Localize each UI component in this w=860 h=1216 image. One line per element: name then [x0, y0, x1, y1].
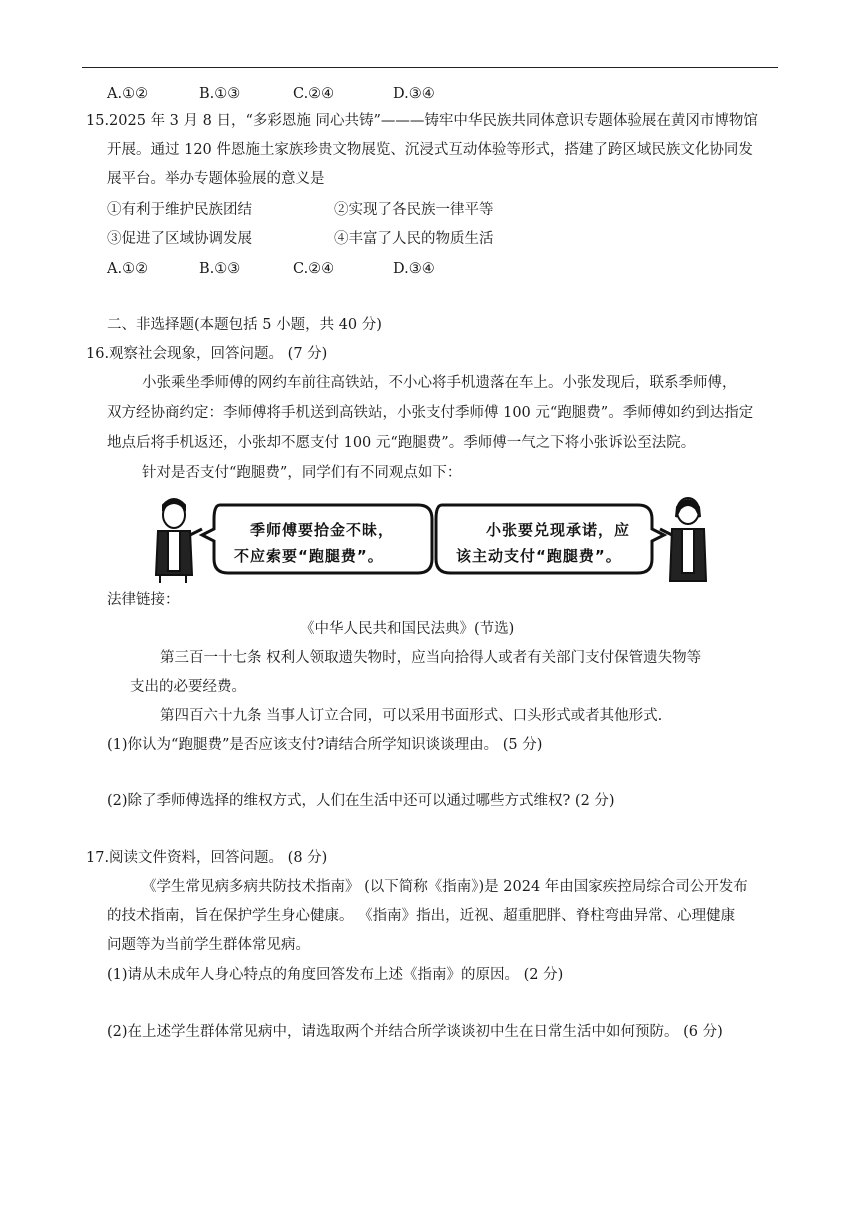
q14-option-b: B.①③ — [199, 86, 241, 102]
q14-options — [107, 84, 435, 104]
q16-title: 16.观察社会现象，回答问题。 (7 分) — [86, 346, 328, 362]
q17-subquestion-1: (1)请从未成年人身心特点的角度回答发布上述《指南》的原因。 (2 分) — [107, 967, 564, 983]
law-article-317-line1: 第三百一十七条 权利人领取遗失物时，应当向拾得人或者有关部门支付保管遗失物等 — [160, 650, 702, 666]
right-bubble-line1: 小张要兑现承诺，应 — [486, 521, 631, 539]
q15-line1: 15.2025 年 3 月 8 日，“多彩恩施 同心共铸”———铸牢中华民族共同体意识专题体验展在黄冈市博物馆 — [86, 113, 758, 129]
law-link-label: 法律链接： — [107, 592, 180, 608]
header-rule — [82, 67, 778, 68]
right-bubble-line2: 该主动支付“跑腿费”。 — [456, 547, 622, 565]
q16-subquestion-2: (2)除了季师傅选择的维权方式，人们在生活中还可以通过哪些方式维权? (2 分) — [107, 793, 615, 809]
q15-line2: 开展。通过 120 件恩施土家族珍贵文物展览、沉浸式互动体验等形式，搭建了跨区域民族文化协同发 — [107, 142, 753, 158]
law-article-317-line2: 支出的必要经费。 — [130, 679, 246, 695]
q14-option-d: D.③④ — [393, 86, 435, 102]
q15-option-d: D.③④ — [393, 261, 435, 277]
q17-para-line3: 问题等为当前学生群体常见病。 — [107, 937, 310, 953]
q15-line3: 展平台。举办专题体验展的意义是 — [107, 171, 325, 187]
q17-subquestion-2: (2)在上述学生群体常见病中，请选取两个并结合所学谈谈初中生在日常生活中如何预防。 (6 分) — [107, 1024, 723, 1040]
q16-para-line2: 双方经协商约定：李师傅将手机送到高铁站，小张支付季师傅 100 元“跑腿费”。季师傅如约到达指定 — [107, 405, 754, 421]
law-article-469: 第四百六十九条 当事人订立合同，可以采用书面形式、口头形式或者其他形式. — [160, 708, 663, 724]
right-student-figure — [660, 498, 706, 581]
q14-option-c: C.②④ — [293, 86, 335, 102]
law-title: 《中华人民共和国民法典》(节选) — [300, 621, 515, 637]
opinion-illustration — [150, 495, 710, 585]
q15-choice-1: ①有利于维护民族团结 — [107, 202, 252, 218]
q16-subquestion-1: (1)你认为“跑腿费”是否应该支付?请结合所学知识谈谈理由。 (5 分) — [107, 737, 543, 753]
q14-option-a: A.①② — [107, 86, 149, 102]
q16-para-line3: 地点后将手机返还，小张却不愿支付 100 元“跑腿费”。季师傅一气之下将小张诉讼至法院。 — [107, 435, 696, 451]
q16-para-line4: 针对是否支付“跑腿费”，同学们有不同观点如下： — [142, 465, 462, 481]
q16-para-line1: 小张乘坐季师傅的网约车前往高铁站，不小心将手机遗落在车上。小张发现后，联系季师傅， — [142, 375, 737, 391]
q17-para-line1: 《学生常见病多病共防技术指南》 (以下简称《指南》)是 2024 年由国家疾控局综合司公开发布 — [142, 879, 748, 895]
q15-choice-4: ④丰富了人民的物质生活 — [334, 231, 494, 247]
q15-option-c: C.②④ — [293, 261, 335, 277]
q15-options — [107, 259, 435, 279]
q17-para-line2: 的技术指南，旨在保护学生身心健康。 《指南》指出，近视、超重肥胖、脊柱弯曲异常、心理健康 — [107, 908, 736, 924]
left-student-figure — [156, 499, 202, 583]
q15-option-a: A.①② — [107, 261, 149, 277]
q15-option-b: B.①③ — [199, 261, 241, 277]
section2-heading: 二、非选择题(本题包括 5 小题，共 40 分) — [107, 317, 382, 333]
q15-choice-2: ②实现了各民族一律平等 — [334, 202, 494, 218]
left-bubble-line1: 季师傅要拾金不昧， — [250, 521, 395, 539]
q17-title: 17.阅读文件资料，回答问题。 (8 分) — [86, 850, 328, 866]
q15-choice-3: ③促进了区域协调发展 — [107, 231, 252, 247]
left-bubble-line2: 不应索要“跑腿费”。 — [234, 547, 384, 565]
